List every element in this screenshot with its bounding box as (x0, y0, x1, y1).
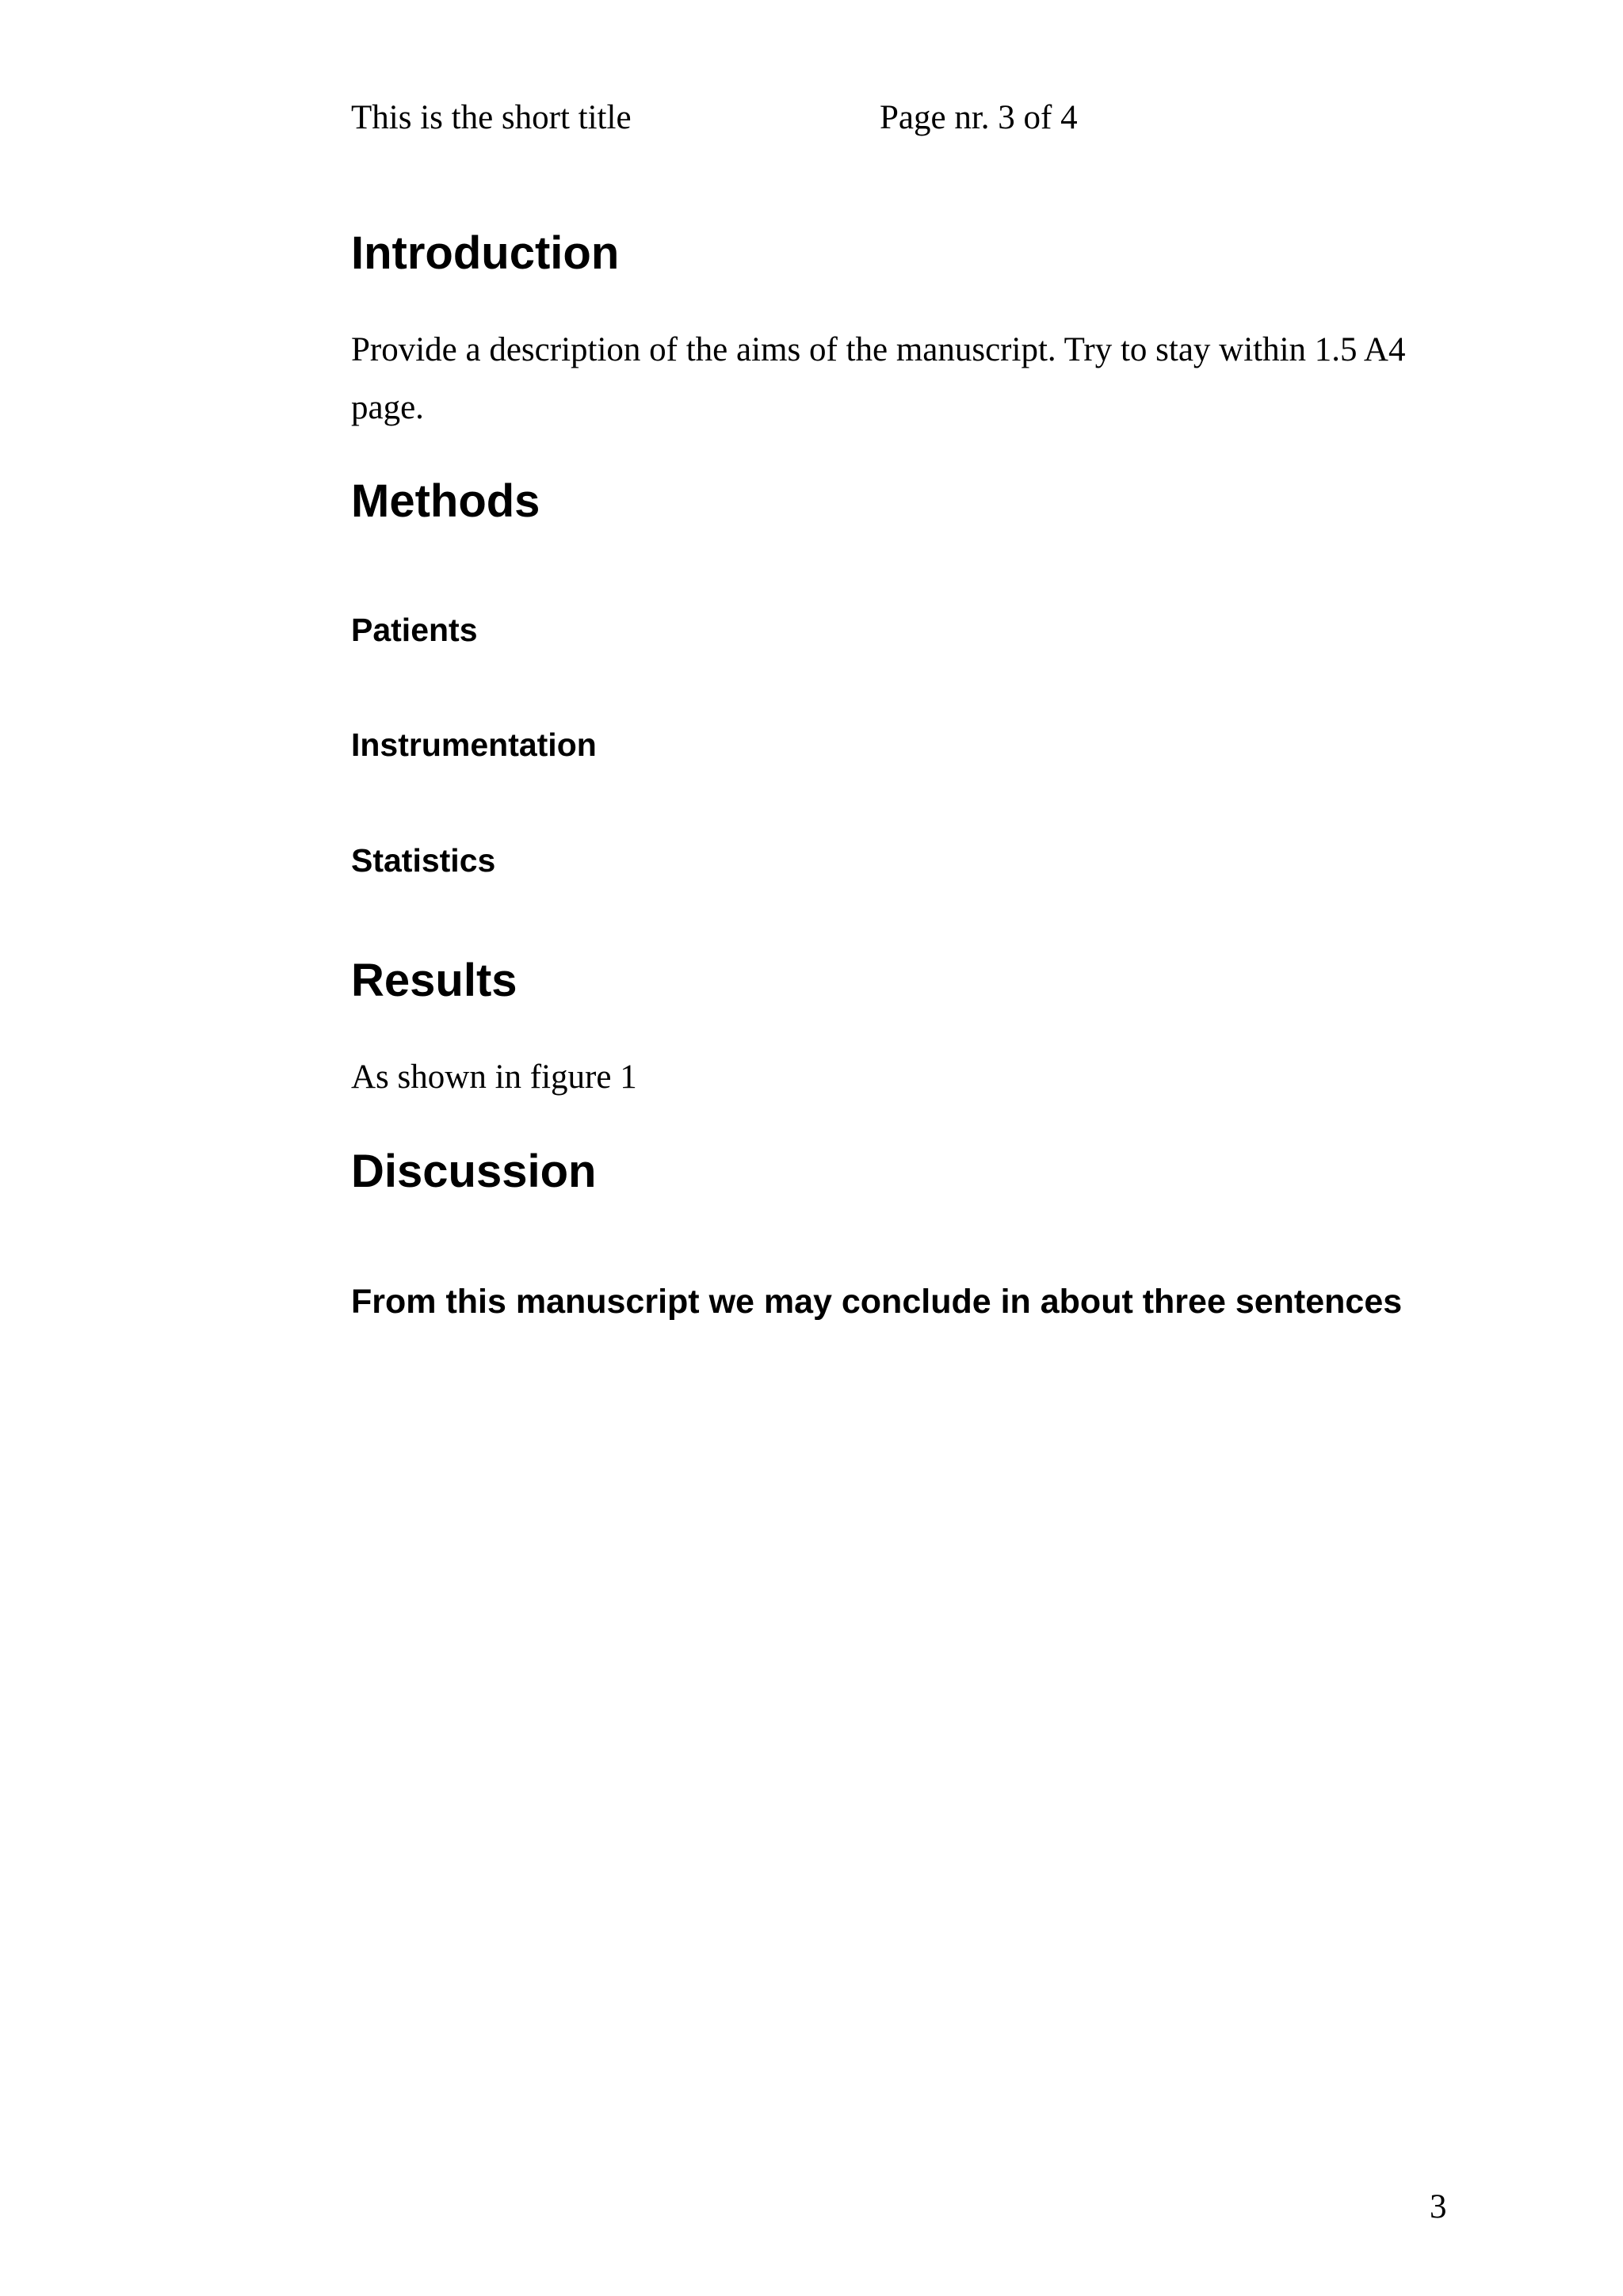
results-body: As shown in figure 1 (351, 1058, 637, 1096)
footer-page-number: 3 (1430, 2188, 1447, 2225)
introduction-heading: Introduction (351, 227, 620, 279)
conclusion-statement: From this manuscript we may conclude in about three sentences (351, 1283, 1403, 1321)
running-header-page-number: Page nr. 3 of 4 (880, 99, 1078, 136)
methods-heading: Methods (351, 475, 540, 527)
discussion-heading: Discussion (351, 1146, 597, 1197)
methods-subheading-patients: Patients (351, 612, 478, 648)
methods-subheading-instrumentation: Instrumentation (351, 727, 597, 763)
running-header-title: This is the short title (351, 99, 632, 136)
results-heading: Results (351, 955, 517, 1006)
introduction-body-line-2: page. (351, 389, 424, 426)
introduction-body-line-1: Provide a description of the aims of the manuscript. Try to stay within 1.5 A4 (351, 331, 1406, 368)
methods-subheading-statistics: Statistics (351, 842, 496, 879)
